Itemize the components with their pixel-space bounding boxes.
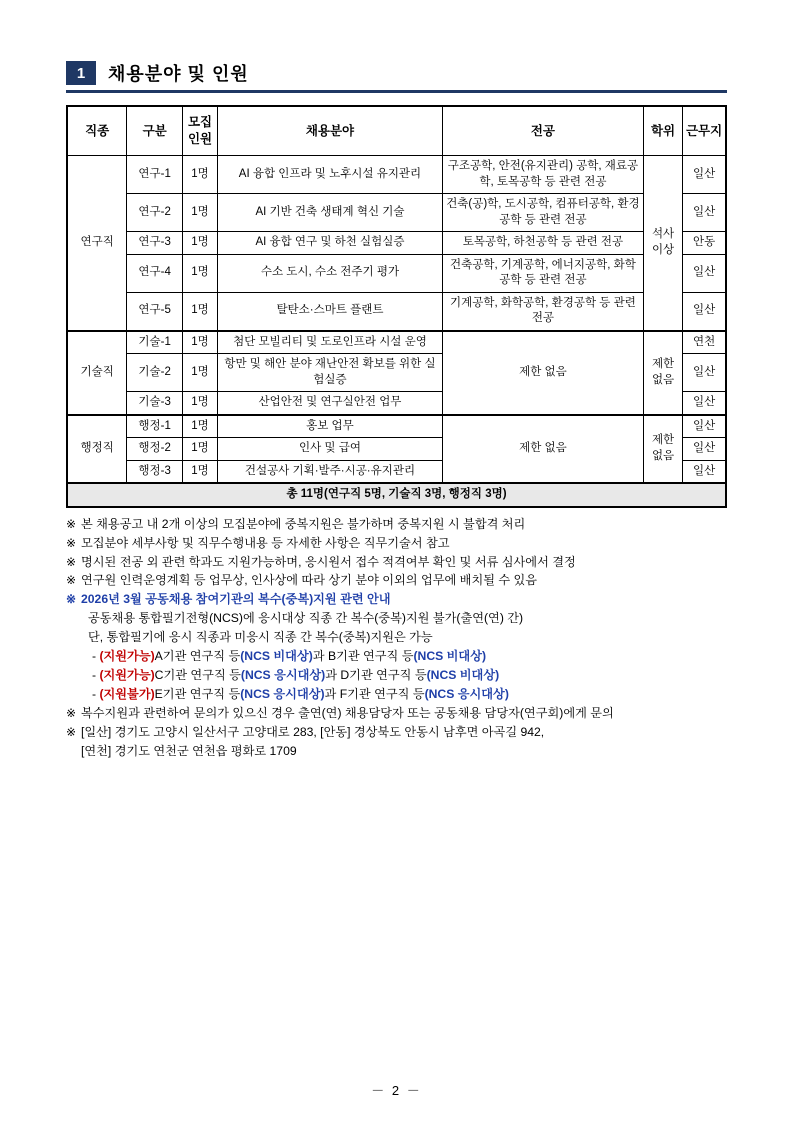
table-header-row — [67, 106, 726, 156]
cell-field: AI 기반 건축 생태계 혁신 기술 — [218, 194, 443, 232]
section-title: 채용분야 및 인원 — [108, 64, 249, 84]
example-b-mark: (NCS 응시대상) — [424, 686, 509, 701]
page-number: － 2 － — [371, 1083, 422, 1098]
cell-location: 일산 — [683, 392, 726, 415]
note-example — [66, 685, 727, 704]
table-row — [67, 156, 726, 194]
cell-inwon: 1명 — [183, 156, 218, 194]
table-row — [67, 254, 726, 292]
example-tag: (지원불가) — [99, 686, 155, 701]
cell-inwon: 1명 — [183, 460, 218, 483]
example-tag: (지원가능) — [99, 668, 155, 683]
cell-location: 안동 — [683, 232, 726, 255]
note-text: 본 채용공고 내 2개 이상의 모집분야에 중복지원은 불가하며 중복지원 시 불합격 처리 — [81, 516, 526, 531]
note-mark: ※ — [66, 592, 77, 607]
cell-gubun: 행정-2 — [127, 438, 183, 461]
cell-inwon: 1명 — [183, 232, 218, 255]
note-item — [66, 704, 727, 723]
table-total-row — [67, 483, 726, 507]
table-row — [67, 331, 726, 354]
cell-location: 일산 — [683, 254, 726, 292]
cell-inwon: 1명 — [183, 254, 218, 292]
col-header-jikjong: 직종 — [67, 106, 127, 156]
cell-degree-research: 석사 이상 — [643, 156, 682, 331]
cell-total: 총 11명(연구직 5명, 기술직 3명, 행정직 3명) — [67, 483, 726, 507]
cell-inwon: 1명 — [183, 354, 218, 392]
cell-field: 수소 도시, 수소 전주기 평가 — [218, 254, 443, 292]
note-example — [66, 666, 727, 685]
cell-field: AI 융합 연구 및 하천 실험실증 — [218, 232, 443, 255]
cell-location: 일산 — [683, 292, 726, 331]
section-header — [66, 60, 727, 93]
example-mid: 과 D기관 연구직 등 — [325, 668, 427, 683]
col-header-inwon: 모집 인원 — [183, 106, 218, 156]
cell-degree-admin: 제한 없음 — [643, 415, 682, 484]
note-text: 연구원 인력운영계획 등 업무상, 인사상에 따라 상기 분야 이외의 업무에 배치될 수 있음 — [81, 573, 538, 588]
note-text-blue: 2026년 3월 공동채용 참여기관의 복수(중복)지원 관련 안내 — [81, 592, 391, 607]
table-row — [67, 232, 726, 255]
cell-inwon: 1명 — [183, 331, 218, 354]
note-text: 모집분야 세부사항 및 직무수행내용 등 자세한 사항은 직무기술서 참고 — [81, 535, 450, 550]
cell-gubun: 행정-1 — [127, 415, 183, 438]
cell-location: 일산 — [683, 438, 726, 461]
cell-jikjong-technical: 기술직 — [67, 331, 127, 415]
cell-inwon: 1명 — [183, 438, 218, 461]
note-item-address — [66, 723, 727, 761]
example-a-mark: (NCS 비대상) — [240, 649, 313, 664]
note-subtext: 공동채용 통합필기전형(NCS)에 응시대상 직종 간 복수(중복)지원 불가(출연(연) 간) — [88, 611, 524, 626]
col-header-field: 채용분야 — [218, 106, 443, 156]
cell-location: 일산 — [683, 415, 726, 438]
table-row — [67, 415, 726, 438]
example-a-mark: (NCS 응시대상) — [240, 686, 325, 701]
example-a: C기관 연구직 등 — [154, 668, 241, 683]
col-header-degree: 학위 — [643, 106, 682, 156]
example-mid: 과 F기관 연구직 등 — [324, 686, 425, 701]
cell-gubun: 행정-3 — [127, 460, 183, 483]
col-header-location: 근무지 — [683, 106, 726, 156]
example-prefix: - — [92, 668, 100, 683]
example-a-mark: (NCS 응시대상) — [240, 668, 326, 683]
note-mark: ※ — [66, 724, 77, 739]
recruitment-table — [66, 105, 727, 508]
note-mark: ※ — [66, 516, 77, 531]
note-item — [66, 534, 727, 553]
table-row — [67, 194, 726, 232]
cell-major-merged: 제한 없음 — [442, 415, 643, 484]
example-tag: (지원가능) — [99, 649, 155, 664]
note-item — [66, 571, 727, 590]
cell-location: 일산 — [683, 156, 726, 194]
note-address — [81, 723, 727, 761]
notes-section — [66, 515, 727, 761]
note-text: 복수지원과 관련하여 문의가 있으신 경우 출연(연) 채용담당자 또는 공동채용 담당자(연구회)에게 문의 — [81, 705, 614, 720]
cell-major: 건축(공)학, 도시공학, 컴퓨터공학, 환경공학 등 관련 전공 — [442, 194, 643, 232]
table-row — [67, 292, 726, 331]
cell-jikjong-admin: 행정직 — [67, 415, 127, 484]
note-mark: ※ — [66, 554, 77, 569]
cell-gubun: 연구-3 — [127, 232, 183, 255]
cell-gubun: 기술-3 — [127, 392, 183, 415]
cell-gubun: 연구-1 — [127, 156, 183, 194]
cell-location: 일산 — [683, 354, 726, 392]
cell-field: 항만 및 해안 분야 재난안전 확보를 위한 실험실증 — [218, 354, 443, 392]
cell-field: 산업안전 및 연구실안전 업무 — [218, 392, 443, 415]
example-prefix: - — [92, 686, 100, 701]
note-item — [66, 515, 727, 534]
note-text: 명시된 전공 외 관련 학과도 지원가능하며, 응시원서 접수 적격여부 확인 및 서류 심사에서 결정 — [81, 554, 576, 569]
note-mark: ※ — [66, 535, 77, 550]
cell-major: 기계공학, 화학공학, 환경공학 등 관련 전공 — [442, 292, 643, 331]
example-a: A기관 연구직 등 — [154, 649, 241, 664]
cell-location: 일산 — [683, 460, 726, 483]
col-header-major: 전공 — [442, 106, 643, 156]
cell-location: 연천 — [683, 331, 726, 354]
note-mark: ※ — [66, 573, 77, 588]
address-line-2: [연천] 경기도 연천군 연천읍 평화로 1709 — [81, 743, 297, 758]
cell-field: 홍보 업무 — [218, 415, 443, 438]
note-item — [66, 553, 727, 572]
cell-inwon: 1명 — [183, 292, 218, 331]
example-b-mark: (NCS 비대상) — [426, 668, 500, 683]
cell-major: 토목공학, 하천공학 등 관련 전공 — [442, 232, 643, 255]
cell-inwon: 1명 — [183, 415, 218, 438]
address-line-1: [일산] 경기도 고양시 일산서구 고양대로 283, [안동] 경상북도 안동시 남후면 아곡길 942, — [81, 724, 545, 739]
cell-inwon: 1명 — [183, 392, 218, 415]
cell-gubun: 연구-4 — [127, 254, 183, 292]
example-prefix: - — [92, 649, 100, 664]
cell-field: 첨단 모빌리티 및 도로인프라 시설 운영 — [218, 331, 443, 354]
cell-field: 탈탄소·스마트 플랜트 — [218, 292, 443, 331]
cell-location: 일산 — [683, 194, 726, 232]
cell-major: 구조공학, 안전(유지관리) 공학, 재료공학, 토목공학 등 관련 전공 — [442, 156, 643, 194]
cell-field: 인사 및 급여 — [218, 438, 443, 461]
cell-jikjong-research: 연구직 — [67, 156, 127, 331]
cell-field: 건설공사 기획·발주·시공·유지관리 — [218, 460, 443, 483]
cell-major: 건축공학, 기계공학, 에너지공학, 화학공학 등 관련 전공 — [442, 254, 643, 292]
note-item-highlight — [66, 590, 727, 609]
note-subtext: 단, 통합필기에 응시 직종과 미응시 직종 간 복수(중복)지원은 가능 — [88, 630, 433, 645]
cell-gubun: 기술-1 — [127, 331, 183, 354]
section-number: 1 — [66, 61, 96, 85]
note-mark: ※ — [66, 705, 77, 720]
example-a: E기관 연구직 등 — [154, 686, 241, 701]
cell-field: AI 융합 인프라 및 노후시설 유지관리 — [218, 156, 443, 194]
cell-gubun: 연구-5 — [127, 292, 183, 331]
col-header-gubun: 구분 — [127, 106, 183, 156]
cell-major-merged: 제한 없음 — [442, 331, 643, 415]
example-mid: 과 B기관 연구직 등 — [312, 649, 414, 664]
cell-gubun: 기술-2 — [127, 354, 183, 392]
note-example — [66, 647, 727, 666]
example-b-mark: (NCS 비대상) — [413, 649, 487, 664]
cell-inwon: 1명 — [183, 194, 218, 232]
cell-degree-technical: 제한 없음 — [643, 331, 682, 415]
cell-gubun: 연구-2 — [127, 194, 183, 232]
